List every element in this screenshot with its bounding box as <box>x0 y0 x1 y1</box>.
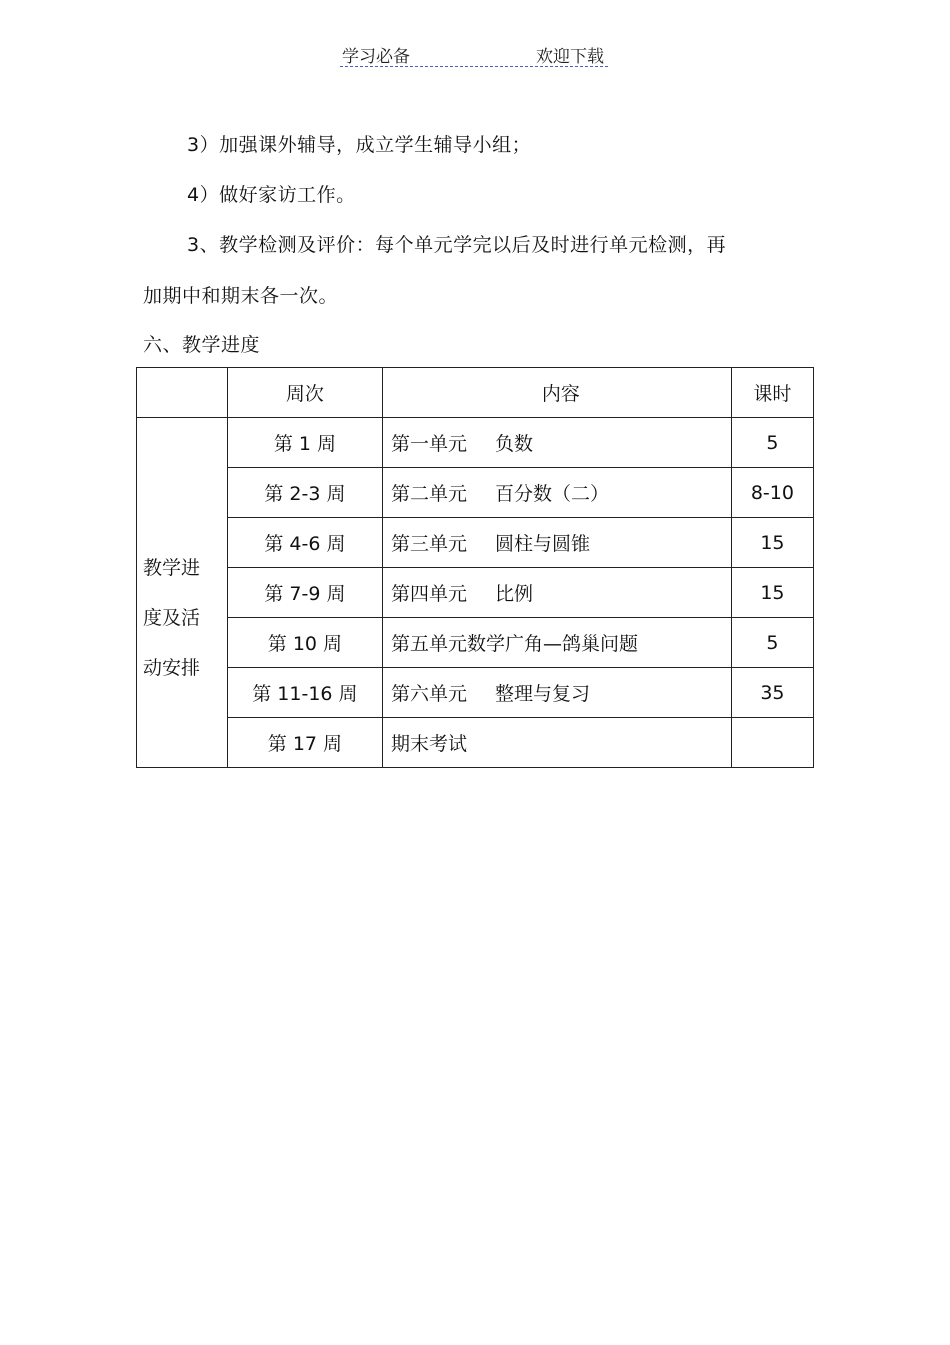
table-header-row <box>137 368 814 418</box>
content-cell <box>382 418 731 468</box>
paragraph-assessment-line2: 加期中和期末各一次。 <box>143 285 339 307</box>
table-row <box>137 468 814 518</box>
topic-text: 比例 <box>494 583 533 605</box>
header-week: 周次 <box>227 368 382 418</box>
content-cell <box>382 618 731 668</box>
hours-cell: 5 <box>731 418 813 468</box>
unit-text: 第一单元 <box>390 433 467 455</box>
hours-cell: 15 <box>731 518 813 568</box>
unit-text: 第六单元 <box>390 683 467 705</box>
hours-cell: 8-10 <box>731 468 813 518</box>
table-row <box>137 518 814 568</box>
hours-cell: 35 <box>731 668 813 718</box>
week-cell: 第 7-9 周 <box>227 568 382 618</box>
topic-text: 圆柱与圆锥 <box>494 533 590 555</box>
header-blank-cell <box>137 368 228 418</box>
content-cell <box>382 718 731 768</box>
merged-label-line: 度及活 <box>143 606 201 629</box>
unit-text: 第三单元 <box>390 533 467 555</box>
header-content: 内容 <box>382 368 731 418</box>
section-title: 六、教学进度 <box>143 334 261 356</box>
week-cell: 第 17 周 <box>227 718 382 768</box>
header-left-text: 学习必备 <box>342 47 410 67</box>
merged-label-cell <box>137 418 228 768</box>
week-cell: 第 10 周 <box>227 618 382 668</box>
topic-text: 负数 <box>494 433 533 455</box>
hours-cell: 5 <box>731 618 813 668</box>
topic-text: 百分数（二） <box>494 483 609 505</box>
week-cell: 第 11-16 周 <box>227 668 382 718</box>
header-hours: 课时 <box>731 368 813 418</box>
content-cell <box>382 568 731 618</box>
topic-text: 整理与复习 <box>494 683 590 705</box>
table-row <box>137 568 814 618</box>
week-cell: 第 4-6 周 <box>227 518 382 568</box>
header-right-text: 欢迎下载 <box>536 47 604 67</box>
paragraph-home-visit: 4）做好家访工作。 <box>187 184 356 206</box>
content-cell <box>382 668 731 718</box>
table-row <box>137 618 814 668</box>
unit-text: 期末考试 <box>390 733 467 755</box>
schedule-table <box>136 367 814 768</box>
paragraph-assessment-line1: 3、教学检测及评价：每个单元学完以后及时进行单元检测，再 <box>187 234 727 256</box>
merged-label-line: 动安排 <box>143 656 201 679</box>
unit-text: 第二单元 <box>390 483 467 505</box>
unit-text: 第五单元数学广角—鸽巢问题 <box>390 633 638 655</box>
table-row <box>137 718 814 768</box>
hours-cell: 15 <box>731 568 813 618</box>
content-cell <box>382 518 731 568</box>
table-row <box>137 668 814 718</box>
week-cell: 第 2-3 周 <box>227 468 382 518</box>
table-row <box>137 418 814 468</box>
content-cell <box>382 468 731 518</box>
merged-label-line: 教学进 <box>143 556 201 579</box>
week-cell: 第 1 周 <box>227 418 382 468</box>
page-header <box>340 40 608 67</box>
hours-cell <box>731 718 813 768</box>
paragraph-tutoring: 3）加强课外辅导，成立学生辅导小组； <box>187 134 532 156</box>
unit-text: 第四单元 <box>390 583 467 605</box>
